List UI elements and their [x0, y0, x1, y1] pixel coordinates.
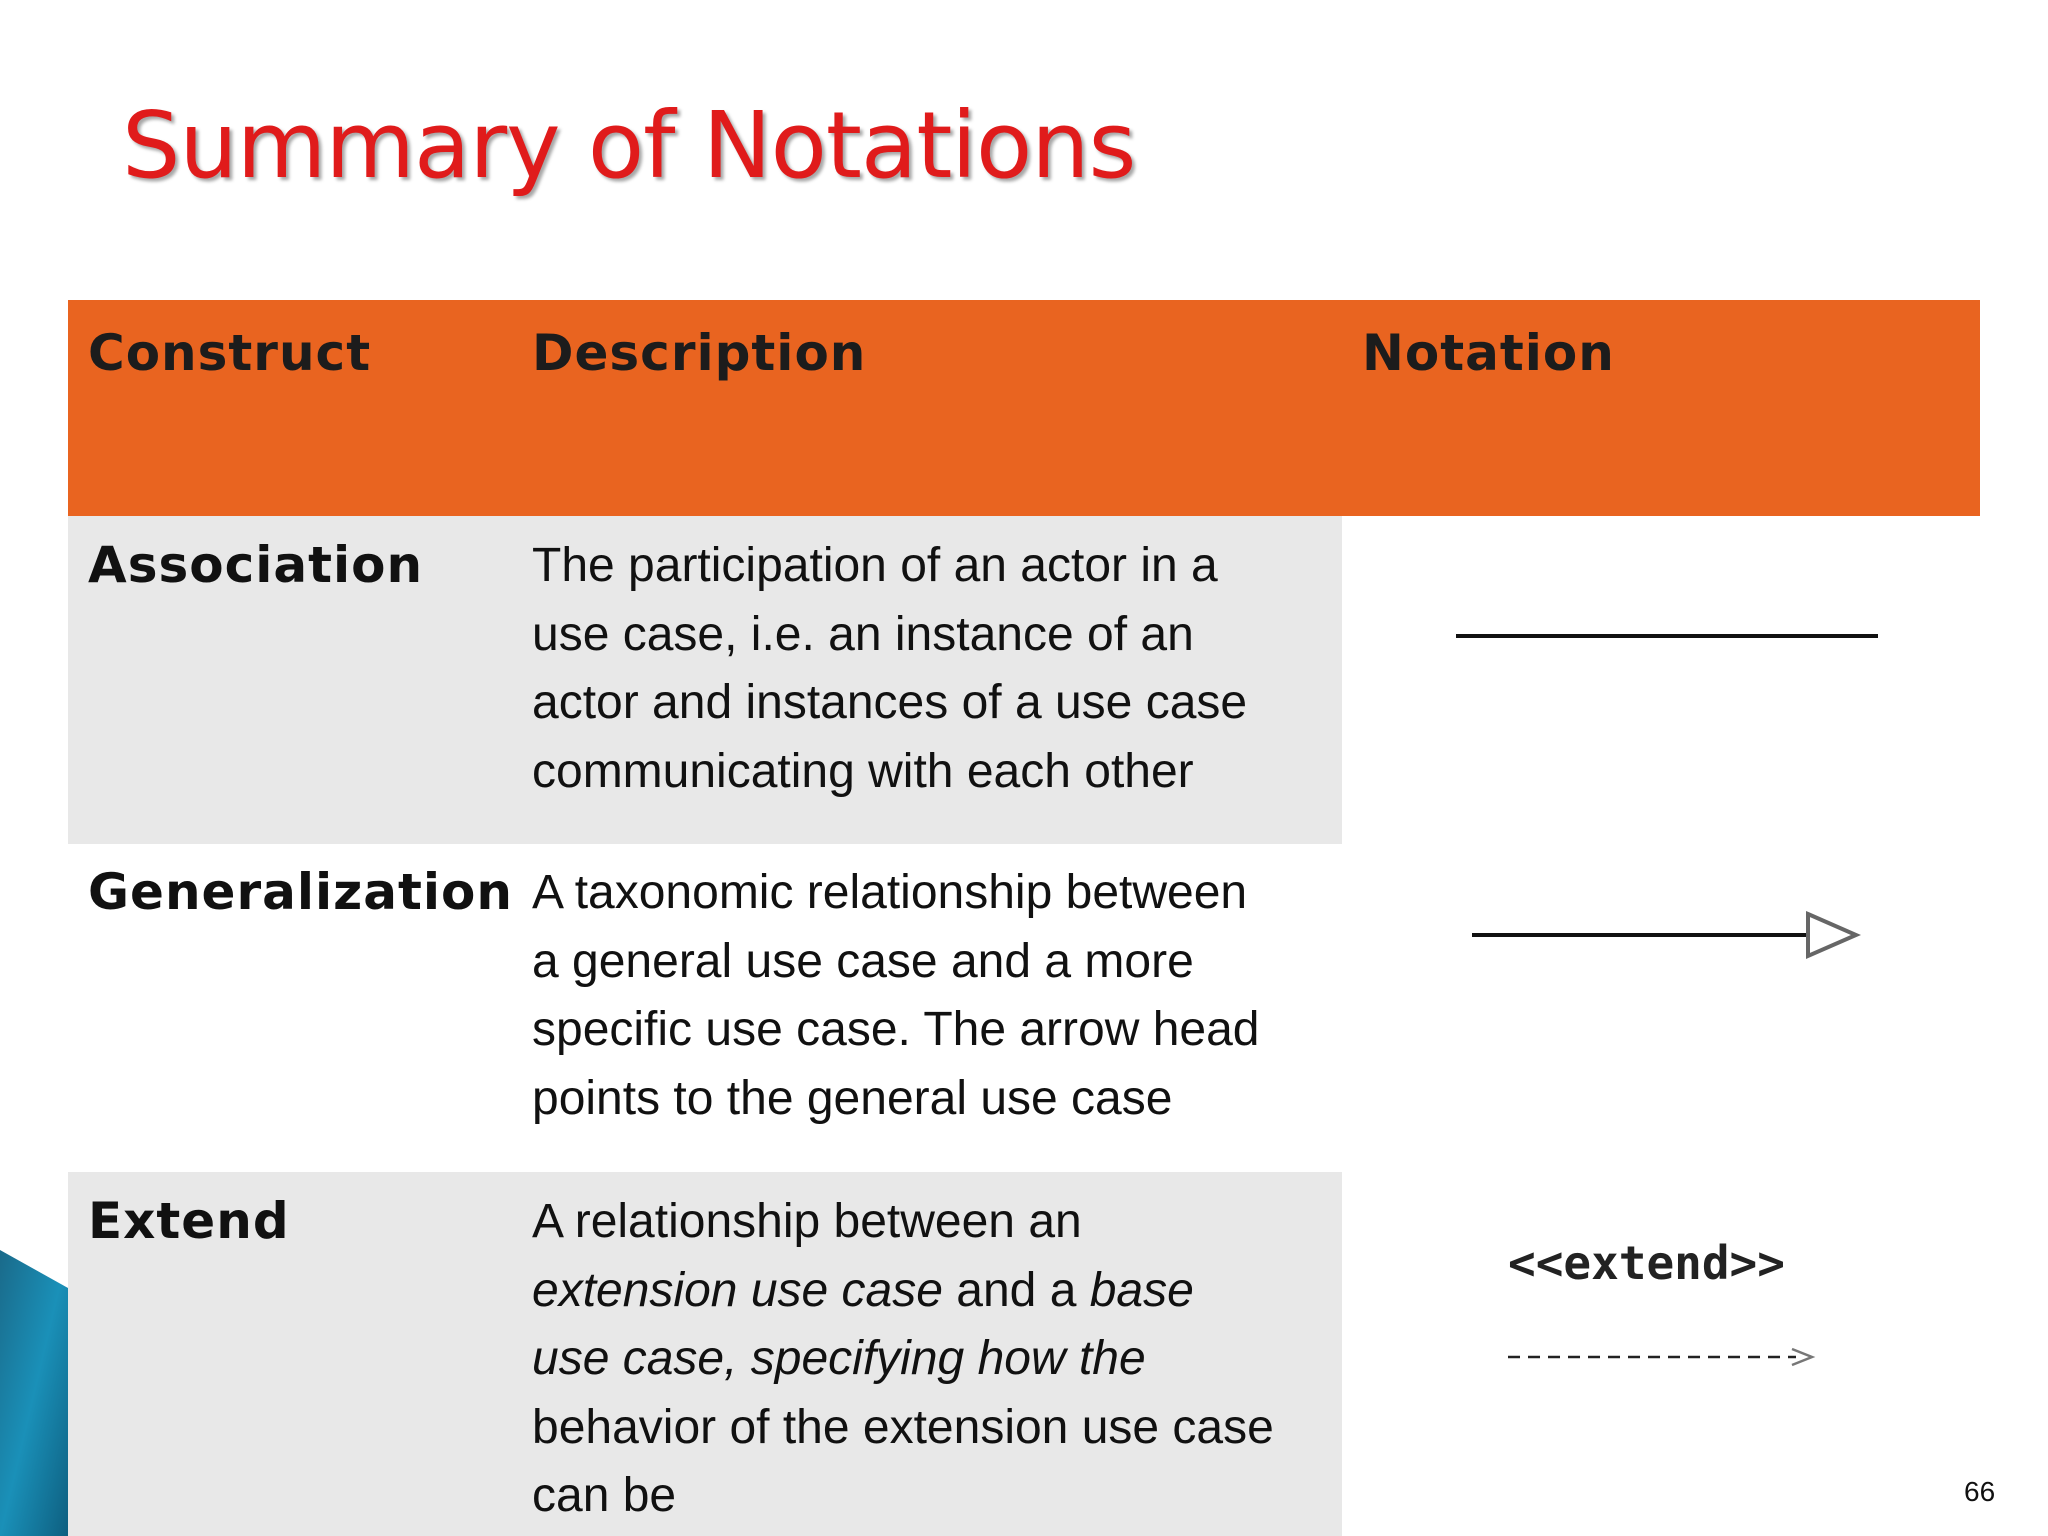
description-line — [532, 1257, 1332, 1326]
slide-title: Summary of Notations — [122, 92, 1136, 199]
hollow-triangle-arrow-icon — [1466, 906, 1866, 966]
construct-generalization: Generalization — [88, 863, 513, 921]
page-number: 66 — [1964, 1476, 1996, 1507]
italic-term-extension-use-case: extension use case — [532, 1263, 943, 1317]
description-line — [532, 1325, 1332, 1394]
solid-line-icon — [1450, 628, 1890, 648]
extend-stereotype-label: <<extend>> — [1508, 1236, 1785, 1290]
description-line: a general use case and a more — [532, 934, 1194, 988]
italic-text: use case, specifying how the — [532, 1332, 1146, 1385]
description-line: actor and instances of a use case — [532, 676, 1248, 729]
table-header-row — [68, 300, 1980, 516]
description-line: behavior of the extension use case — [532, 1400, 1274, 1454]
header-notation: Notation — [1362, 324, 1615, 382]
description-association — [532, 532, 1332, 806]
description-line: The participation of an actor in a — [532, 539, 1218, 592]
description-line: communicating with each other — [532, 744, 1194, 798]
plain-text: and a — [942, 1263, 1090, 1317]
header-construct: Construct — [88, 324, 372, 382]
description-line: use case, i.e. an instance of an — [532, 607, 1194, 661]
description-generalization — [532, 859, 1332, 1133]
description-extend — [532, 1188, 1332, 1531]
description-line: A relationship between an — [532, 1195, 1082, 1248]
description-line: can be — [532, 1469, 677, 1522]
construct-association: Association — [88, 536, 424, 594]
description-line: A taxonomic relationship between — [532, 866, 1248, 919]
italic-term-base: base — [1089, 1263, 1194, 1317]
decorative-accent-shape — [0, 1250, 68, 1536]
dashed-open-arrow-icon — [1506, 1342, 1824, 1372]
description-line: points to the general use case — [532, 1071, 1173, 1125]
construct-extend: Extend — [88, 1192, 290, 1250]
description-line: specific use case. The arrow head — [532, 1003, 1260, 1056]
header-description: Description — [532, 324, 867, 382]
